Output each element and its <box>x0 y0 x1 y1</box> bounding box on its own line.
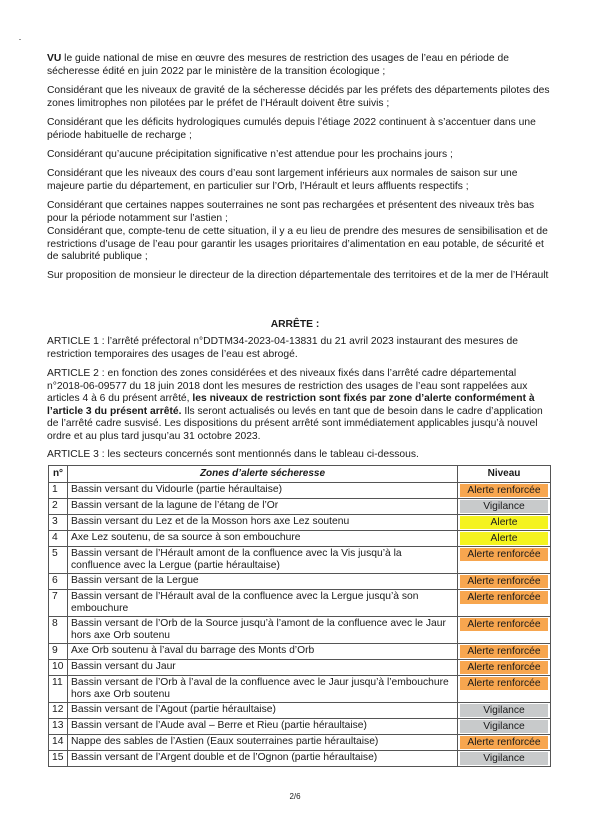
arrete-heading: ARRÊTE : <box>270 319 320 330</box>
header-zone: Zones d’alerte sécheresse <box>68 466 458 483</box>
row-number: 15 <box>49 751 68 767</box>
level-badge: Alerte renforcée <box>460 661 548 674</box>
table-header-row <box>49 466 551 483</box>
row-level-cell <box>458 735 551 751</box>
row-zone: Axe Orb soutenu à l’aval du barrage des Monts d’Orb <box>68 644 458 660</box>
row-number: 1 <box>49 483 68 499</box>
article-2-text-end: Ils seront actualisés ou levés en tant que de besoin dans le cadre d’application de l’arrêté cadre susvisé. Les dispositions du présent arrêté sont immédiatement applicables jusqu’à nouvel ordre et au plus tard jusqu’au 31 octobre 2023. <box>47 405 543 442</box>
row-zone: Bassin versant du Lez et de la Mosson hors axe Lez soutenu <box>68 515 458 531</box>
row-zone: Axe Lez soutenu, de sa source à son embouchure <box>68 531 458 547</box>
row-zone: Bassin versant du Jaur <box>68 660 458 676</box>
row-number: 5 <box>49 547 68 574</box>
row-level-cell <box>458 644 551 660</box>
paragraph-lead: VU <box>47 53 62 64</box>
level-badge: Alerte renforcée <box>460 736 548 749</box>
table-body <box>49 483 551 767</box>
article-2-text: ARTICLE 2 : en fonction des zones considérées et des niveaux fixés dans l’arrêté cadre départemental n°2018-06-09577 du 18 juin 2018 dont les mesures de restriction des usages de l’eau sont rappelées aux articles 4 à 6 du présent arrêté, <box>47 368 528 405</box>
header-level: Niveau <box>458 466 551 483</box>
table-row <box>49 483 551 499</box>
row-level-cell <box>458 590 551 617</box>
row-level-cell <box>458 660 551 676</box>
row-level-cell <box>458 574 551 590</box>
row-number: 11 <box>49 676 68 703</box>
article-2 <box>47 368 550 444</box>
level-badge: Vigilance <box>460 500 548 513</box>
row-number: 10 <box>49 660 68 676</box>
row-level-cell <box>458 751 551 767</box>
row-number: 6 <box>49 574 68 590</box>
level-badge: Alerte renforcée <box>460 548 548 561</box>
table-row <box>49 590 551 617</box>
level-badge: Alerte renforcée <box>460 645 548 658</box>
row-number: 9 <box>49 644 68 660</box>
paragraph-considerant-1: Considérant que les niveaux de gravité de la sécheresse décidés par les préfets des départements pilotes des zones limitrophes non pilotées par le préfet de l’Hérault doivent être suivis ; <box>47 85 550 109</box>
table-row <box>49 547 551 574</box>
row-number: 7 <box>49 590 68 617</box>
row-zone: Bassin versant du Vidourle (partie héraultaise) <box>68 483 458 499</box>
paragraph-vu <box>47 53 550 78</box>
article-1: ARTICLE 1 : l’arrêté préfectoral n°DDTM34-2023-04-13831 du 21 avril 2023 instaurant des mesures de restriction temporaires des usages de l’eau est abrogé. <box>47 336 518 360</box>
row-level-cell <box>458 703 551 719</box>
row-zone: Bassin versant de l’Orb de la Source jusqu’à l’amont de la confluence avec le Jaur hors axe Orb soutenu <box>68 617 458 644</box>
table-row <box>49 531 551 547</box>
scan-speck <box>19 39 21 40</box>
row-level-cell <box>458 676 551 703</box>
table-row <box>49 676 551 703</box>
row-number: 8 <box>49 617 68 644</box>
row-level-cell <box>458 617 551 644</box>
row-zone: Bassin versant de la Lergue <box>68 574 458 590</box>
article-3: ARTICLE 3 : les secteurs concernés sont mentionnés dans le tableau ci-dessous. <box>47 449 419 460</box>
level-badge: Alerte renforcée <box>460 677 548 690</box>
level-badge: Alerte <box>460 532 548 545</box>
row-zone: Bassin versant de l’Aude aval – Berre et Rieu (partie héraultaise) <box>68 719 458 735</box>
row-zone: Nappe des sables de l’Astien (Eaux souterraines partie héraultaise) <box>68 735 458 751</box>
table-row <box>49 499 551 515</box>
row-level-cell <box>458 515 551 531</box>
paragraph-text: le guide national de mise en œuvre des mesures de restriction des usages de l’eau en période de sécheresse édité en juin 2022 par le ministère de la transition écologique ; <box>47 53 509 77</box>
row-level-cell <box>458 483 551 499</box>
level-badge: Vigilance <box>460 720 548 733</box>
row-number: 4 <box>49 531 68 547</box>
level-badge: Alerte renforcée <box>460 618 548 631</box>
page-number: 2/6 <box>289 792 301 801</box>
row-zone: Bassin versant de l’Orb à l’aval de la confluence avec le Jaur jusqu’à l’embouchure hors axe Orb soutenu <box>68 676 458 703</box>
row-level-cell <box>458 499 551 515</box>
row-zone: Bassin versant de l’Agout (partie héraultaise) <box>68 703 458 719</box>
table-row <box>49 719 551 735</box>
row-zone: Bassin versant de l’Argent double et de l’Ognon (partie héraultaise) <box>68 751 458 767</box>
paragraph-considerant-3: Considérant qu’aucune précipitation significative n’est attendue pour les prochains jours ; <box>47 149 453 160</box>
level-badge: Alerte <box>460 516 548 529</box>
header-num: n° <box>49 466 68 483</box>
row-number: 3 <box>49 515 68 531</box>
row-number: 13 <box>49 719 68 735</box>
table-row <box>49 574 551 590</box>
table-row <box>49 735 551 751</box>
row-number: 12 <box>49 703 68 719</box>
level-badge: Vigilance <box>460 704 548 717</box>
paragraph-considerant-2: Considérant que les déficits hydrologiques cumulés depuis l’étiage 2022 continuent à s’accentuer dans une période habituelle de recharge ; <box>47 117 536 141</box>
paragraph-considerant-4: Considérant que les niveaux des cours d’eau sont largement inférieurs aux normales de saison sur une majeure partie du département, en particulier sur l’Orb, l’Hérault et leurs affluents respectifs ; <box>47 168 518 192</box>
table-row <box>49 751 551 767</box>
level-badge: Vigilance <box>460 752 548 765</box>
paragraph-considerant-5: Considérant que certaines nappes souterraines ne sont pas rechargées et présentent des niveaux très bas pour la période notamment sur l’astien ; <box>47 200 535 224</box>
table-row <box>49 660 551 676</box>
row-level-cell <box>458 719 551 735</box>
row-level-cell <box>458 547 551 574</box>
article-2-bold: les niveaux de restriction sont fixés par zone d’alerte conformément à l’article 3 du présent arrêté. <box>47 393 535 417</box>
table-row <box>49 515 551 531</box>
row-number: 2 <box>49 499 68 515</box>
paragraph-considerant-6: Considérant que, compte-tenu de cette situation, il y a eu lieu de prendre des mesures de sensibilisation et de restrictions d’usage de l’eau pour garantir les usages prioritaires d’alimentation en eau potable, de sécurité et de salubrité publique ; <box>47 226 548 263</box>
paragraph-proposition: Sur proposition de monsieur le directeur de la direction départementale des territoires et de la mer de l’Hérault <box>47 270 549 281</box>
table-row <box>49 644 551 660</box>
row-zone: Bassin versant de l’Hérault aval de la confluence avec la Lergue jusqu’à son embouchure <box>68 590 458 617</box>
table-row <box>49 703 551 719</box>
zones-table <box>48 465 551 767</box>
row-number: 14 <box>49 735 68 751</box>
row-zone: Bassin versant de la lagune de l’étang de l’Or <box>68 499 458 515</box>
level-badge: Alerte renforcée <box>460 591 548 604</box>
level-badge: Alerte renforcée <box>460 575 548 588</box>
row-zone: Bassin versant de l’Hérault amont de la confluence avec la Vis jusqu’à la confluence avec la Lergue (partie héraultaise) <box>68 547 458 574</box>
level-badge: Alerte renforcée <box>460 484 548 497</box>
row-level-cell <box>458 531 551 547</box>
table-row <box>49 617 551 644</box>
